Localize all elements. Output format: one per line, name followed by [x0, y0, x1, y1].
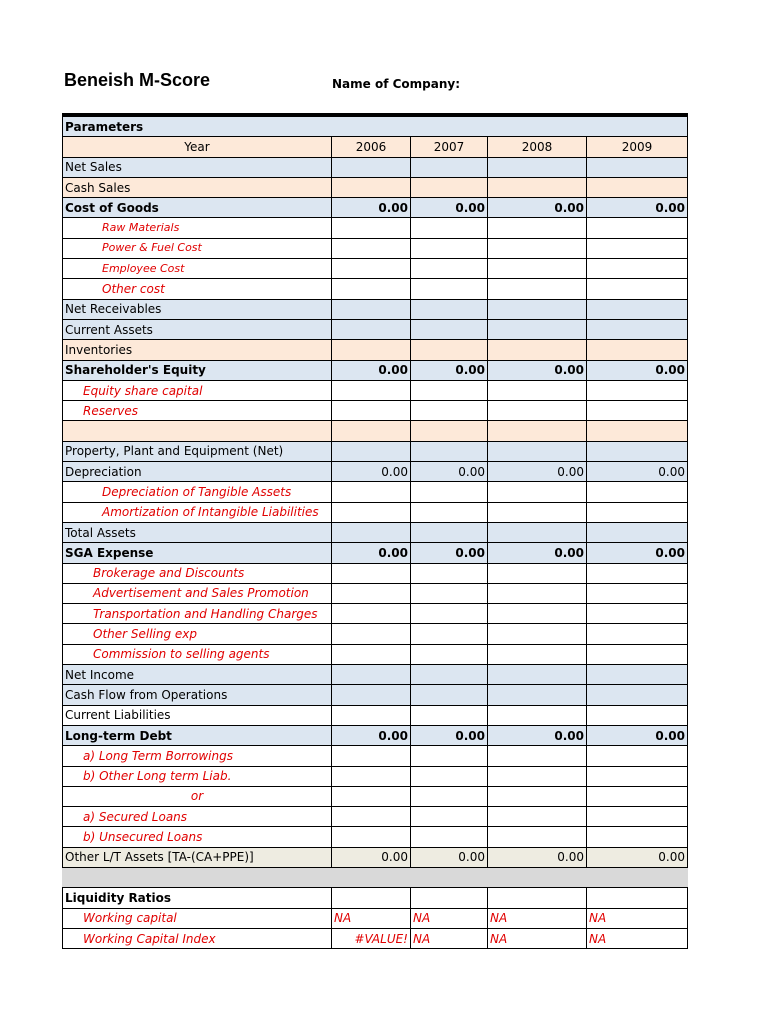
cell[interactable] [332, 157, 411, 177]
row-label[interactable]: Cash Sales [63, 177, 332, 197]
row-label[interactable]: Inventories [63, 340, 332, 360]
cell[interactable] [411, 502, 488, 522]
cell[interactable] [411, 401, 488, 421]
cell[interactable] [411, 807, 488, 827]
cell[interactable] [488, 665, 587, 685]
row-label[interactable]: Reserves [63, 401, 332, 421]
cell[interactable] [587, 644, 688, 664]
row-label[interactable]: a) Long Term Borrowings [63, 746, 332, 766]
cell-value[interactable]: 0.00 [411, 462, 488, 482]
cell[interactable] [488, 888, 587, 908]
cell[interactable] [587, 299, 688, 319]
cell-value[interactable]: NA [411, 928, 488, 948]
cell[interactable] [332, 238, 411, 258]
cell-value[interactable]: 0.00 [332, 725, 411, 745]
cell[interactable] [587, 827, 688, 847]
row-label[interactable]: Depreciation [63, 462, 332, 482]
row-label[interactable]: Current Assets [63, 319, 332, 339]
cell[interactable] [488, 441, 587, 461]
row-label[interactable]: Amortization of Intangible Liabilities [63, 502, 332, 522]
cell[interactable] [411, 888, 488, 908]
cell[interactable] [488, 299, 587, 319]
cell-value[interactable]: 0.00 [411, 847, 488, 867]
cell[interactable] [332, 888, 411, 908]
cell[interactable] [488, 685, 587, 705]
cell[interactable] [587, 665, 688, 685]
page-title: Beneish M-Score [64, 70, 211, 90]
cell[interactable] [411, 218, 488, 238]
cell[interactable] [587, 522, 688, 542]
table-row [63, 583, 688, 603]
year-2009[interactable]: 2009 [587, 137, 688, 157]
cell[interactable] [488, 522, 587, 542]
cell[interactable] [587, 766, 688, 786]
cell-value[interactable]: 0.00 [587, 360, 688, 380]
cell[interactable] [332, 644, 411, 664]
cell[interactable] [488, 746, 587, 766]
cell [488, 867, 587, 887]
cell[interactable] [488, 380, 587, 400]
cell[interactable] [332, 705, 411, 725]
cell[interactable] [587, 583, 688, 603]
table-row [63, 705, 688, 725]
parameters-row [63, 117, 688, 137]
cell[interactable] [411, 705, 488, 725]
row-label[interactable]: Brokerage and Discounts [63, 563, 332, 583]
cell[interactable] [332, 766, 411, 786]
year-label[interactable]: Year [63, 137, 332, 157]
table-row [63, 462, 688, 482]
row-label[interactable]: Equity share capital [63, 380, 332, 400]
cell[interactable] [488, 238, 587, 258]
cell[interactable] [411, 319, 488, 339]
cell[interactable] [587, 319, 688, 339]
table-row [63, 522, 688, 542]
cell[interactable] [332, 583, 411, 603]
cell-value[interactable]: 0.00 [587, 725, 688, 745]
cell[interactable] [488, 766, 587, 786]
cell[interactable] [488, 807, 587, 827]
cell[interactable] [411, 604, 488, 624]
cell[interactable] [488, 827, 587, 847]
table-row [63, 786, 688, 806]
cell-value[interactable]: 0.00 [332, 360, 411, 380]
cell[interactable] [587, 624, 688, 644]
cell-value[interactable]: 0.00 [411, 360, 488, 380]
table-row [63, 827, 688, 847]
row-label[interactable]: Net Receivables [63, 299, 332, 319]
cell[interactable] [411, 177, 488, 197]
cell[interactable] [488, 421, 587, 441]
table-row [63, 299, 688, 319]
row-label[interactable]: Other cost [63, 279, 332, 299]
cell-value[interactable]: 0.00 [488, 198, 587, 218]
company-name-label: Name of Company: [332, 77, 461, 91]
cell[interactable] [411, 624, 488, 644]
cell [411, 867, 488, 887]
table-row [63, 340, 688, 360]
year-2007[interactable]: 2007 [411, 137, 488, 157]
cell[interactable] [332, 482, 411, 502]
cell[interactable] [411, 746, 488, 766]
cell[interactable] [488, 705, 587, 725]
cell[interactable] [587, 502, 688, 522]
cell[interactable] [488, 624, 587, 644]
cell[interactable] [587, 421, 688, 441]
cell[interactable] [332, 563, 411, 583]
cell-value[interactable]: 0.00 [332, 847, 411, 867]
cell[interactable] [587, 218, 688, 238]
cell-value[interactable]: 0.00 [411, 198, 488, 218]
cell-value[interactable]: 0.00 [411, 725, 488, 745]
cell[interactable] [332, 279, 411, 299]
table-row [63, 482, 688, 502]
row-label[interactable]: or [63, 786, 332, 806]
cell-value[interactable]: NA [587, 908, 688, 928]
cell[interactable] [587, 482, 688, 502]
cell-value[interactable]: 0.00 [488, 847, 587, 867]
separator-row [63, 867, 688, 887]
table-row [63, 198, 688, 218]
cell-value[interactable]: NA [587, 928, 688, 948]
cell[interactable] [411, 482, 488, 502]
cell[interactable] [332, 522, 411, 542]
cell[interactable] [587, 746, 688, 766]
cell[interactable] [63, 421, 332, 441]
cell-value[interactable]: 0.00 [488, 725, 587, 745]
cell[interactable] [332, 319, 411, 339]
cell[interactable] [488, 583, 587, 603]
row-label[interactable]: Current Liabilities [63, 705, 332, 725]
cell[interactable] [332, 299, 411, 319]
cell-value[interactable]: NA [332, 908, 411, 928]
cell[interactable] [332, 807, 411, 827]
cell[interactable] [411, 340, 488, 360]
table-row [63, 725, 688, 745]
row-label[interactable]: Other Selling exp [63, 624, 332, 644]
cell[interactable] [411, 522, 488, 542]
table-row [63, 502, 688, 522]
row-label[interactable]: Power & Fuel Cost [63, 238, 332, 258]
cell[interactable] [411, 157, 488, 177]
table-row [63, 604, 688, 624]
row-label[interactable]: Advertisement and Sales Promotion [63, 583, 332, 603]
cell[interactable] [332, 624, 411, 644]
cell[interactable] [411, 786, 488, 806]
cell[interactable] [488, 786, 587, 806]
row-label[interactable]: Transportation and Handling Charges [63, 604, 332, 624]
cell[interactable] [411, 644, 488, 664]
table-row [63, 238, 688, 258]
table-row [63, 685, 688, 705]
table-row [63, 624, 688, 644]
cell[interactable] [332, 340, 411, 360]
cell[interactable] [587, 401, 688, 421]
table-row [63, 543, 688, 563]
row-label[interactable]: Cash Flow from Operations [63, 685, 332, 705]
table-row [63, 807, 688, 827]
cell[interactable] [411, 380, 488, 400]
cell [332, 867, 411, 887]
row-label[interactable]: Property, Plant and Equipment (Net) [63, 441, 332, 461]
cell[interactable] [332, 218, 411, 238]
cell[interactable] [332, 401, 411, 421]
year-row [63, 137, 688, 157]
cell[interactable] [587, 786, 688, 806]
cell[interactable] [411, 766, 488, 786]
table-row [63, 319, 688, 339]
cell[interactable] [332, 827, 411, 847]
cell-value[interactable]: 0.00 [332, 462, 411, 482]
cell[interactable] [488, 218, 587, 238]
table-row [63, 563, 688, 583]
cell[interactable] [332, 380, 411, 400]
cell-value[interactable]: NA [411, 908, 488, 928]
cell[interactable] [332, 177, 411, 197]
cell-value[interactable]: 0.00 [488, 462, 587, 482]
cell-value[interactable]: 0.00 [488, 360, 587, 380]
year-2006[interactable]: 2006 [332, 137, 411, 157]
table-row [63, 644, 688, 664]
liquidity-heading[interactable]: Liquidity Ratios [63, 888, 332, 908]
row-label[interactable]: Cost of Goods [63, 198, 332, 218]
row-label[interactable]: Working capital [63, 908, 332, 928]
table-row [63, 279, 688, 299]
cell[interactable] [411, 238, 488, 258]
table-row [63, 928, 688, 948]
cell[interactable] [587, 441, 688, 461]
cell[interactable] [332, 604, 411, 624]
cell[interactable] [488, 482, 587, 502]
row-label[interactable]: b) Other Long term Liab. [63, 766, 332, 786]
cell[interactable] [488, 401, 587, 421]
cell[interactable] [411, 441, 488, 461]
cell[interactable] [488, 177, 587, 197]
cell-value[interactable]: NA [488, 908, 587, 928]
cell[interactable] [587, 685, 688, 705]
table-row [63, 401, 688, 421]
table-row [63, 177, 688, 197]
cell[interactable] [332, 441, 411, 461]
table-row [63, 746, 688, 766]
row-label[interactable]: Commission to selling agents [63, 644, 332, 664]
cell[interactable] [488, 319, 587, 339]
table-row [63, 259, 688, 279]
cell[interactable] [587, 259, 688, 279]
cell [587, 867, 688, 887]
cell[interactable] [332, 259, 411, 279]
table-row [63, 766, 688, 786]
cell-value[interactable]: 0.00 [332, 543, 411, 563]
cell[interactable] [587, 157, 688, 177]
cell-value[interactable]: 0.00 [587, 543, 688, 563]
cell-value[interactable]: 0.00 [587, 198, 688, 218]
cell-value[interactable]: 0.00 [488, 543, 587, 563]
cell[interactable] [587, 380, 688, 400]
cell [63, 867, 332, 887]
cell[interactable] [411, 827, 488, 847]
row-label[interactable]: a) Secured Loans [63, 807, 332, 827]
cell[interactable] [587, 177, 688, 197]
cell-value[interactable]: 0.00 [332, 198, 411, 218]
cell[interactable] [411, 279, 488, 299]
row-label[interactable]: Raw Materials [63, 218, 332, 238]
cell[interactable] [587, 705, 688, 725]
cell[interactable] [587, 238, 688, 258]
cell[interactable] [411, 299, 488, 319]
cell[interactable] [488, 157, 587, 177]
mscore-sheet [62, 116, 688, 949]
row-label[interactable]: Net Income [63, 665, 332, 685]
cell[interactable] [411, 583, 488, 603]
cell[interactable] [488, 279, 587, 299]
cell[interactable] [332, 685, 411, 705]
cell[interactable] [411, 421, 488, 441]
year-2008[interactable]: 2008 [488, 137, 587, 157]
cell-value[interactable]: NA [488, 928, 587, 948]
cell[interactable] [488, 502, 587, 522]
cell[interactable] [411, 563, 488, 583]
table-row [63, 441, 688, 461]
cell[interactable] [587, 888, 688, 908]
cell[interactable] [332, 421, 411, 441]
table-row [63, 888, 688, 908]
row-label[interactable]: Other L/T Assets [TA-(CA+PPE)] [63, 847, 332, 867]
cell[interactable] [587, 604, 688, 624]
row-label[interactable]: Net Sales [63, 157, 332, 177]
cell[interactable] [411, 259, 488, 279]
cell[interactable] [411, 685, 488, 705]
row-label[interactable]: Working Capital Index [63, 928, 332, 948]
parameters-heading[interactable]: Parameters [63, 117, 688, 137]
row-label[interactable]: Employee Cost [63, 259, 332, 279]
cell[interactable] [587, 340, 688, 360]
table-row [63, 218, 688, 238]
table-row [63, 157, 688, 177]
cell[interactable] [488, 563, 587, 583]
table-row [63, 380, 688, 400]
table-row [63, 360, 688, 380]
cell-value[interactable]: #VALUE! [332, 928, 411, 948]
row-label[interactable]: b) Unsecured Loans [63, 827, 332, 847]
cell-value[interactable]: 0.00 [587, 462, 688, 482]
cell[interactable] [332, 786, 411, 806]
cell[interactable] [488, 259, 587, 279]
cell-value[interactable]: 0.00 [587, 847, 688, 867]
cell[interactable] [587, 563, 688, 583]
cell[interactable] [332, 502, 411, 522]
cell[interactable] [488, 644, 587, 664]
cell[interactable] [411, 665, 488, 685]
row-label[interactable]: Depreciation of Tangible Assets [63, 482, 332, 502]
cell[interactable] [587, 279, 688, 299]
cell-value[interactable]: 0.00 [411, 543, 488, 563]
row-label[interactable]: Long-term Debt [63, 725, 332, 745]
row-label[interactable]: Shareholder's Equity [63, 360, 332, 380]
cell[interactable] [332, 665, 411, 685]
cell[interactable] [488, 604, 587, 624]
row-label[interactable]: SGA Expense [63, 543, 332, 563]
table-row [63, 665, 688, 685]
table-row [63, 421, 688, 441]
cell[interactable] [488, 340, 587, 360]
cell[interactable] [332, 746, 411, 766]
table-row [63, 847, 688, 867]
cell[interactable] [587, 807, 688, 827]
row-label[interactable]: Total Assets [63, 522, 332, 542]
table-row [63, 908, 688, 928]
